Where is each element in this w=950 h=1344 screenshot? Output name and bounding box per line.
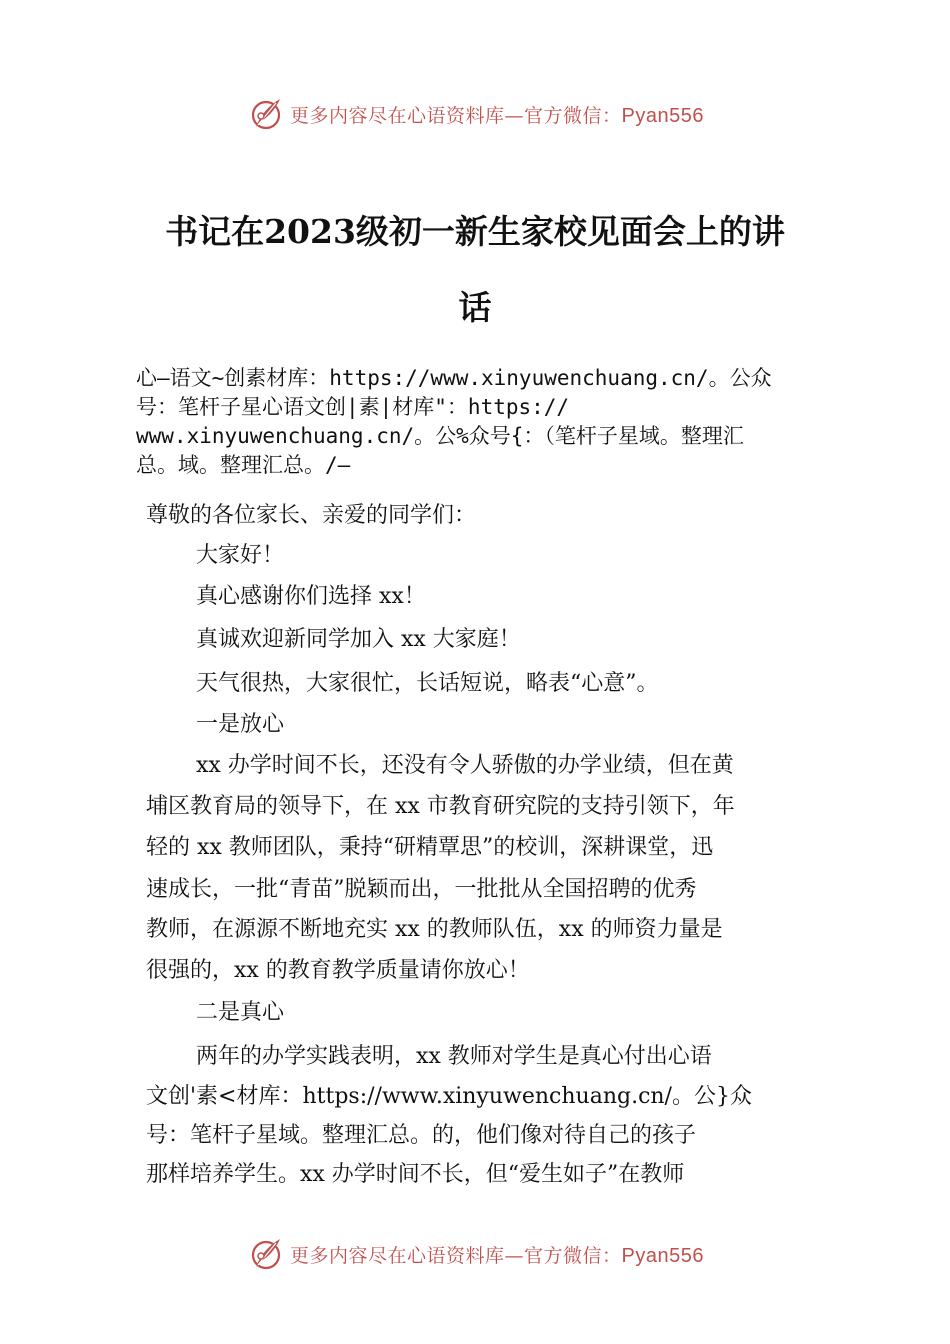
paragraph: 天气很热，大家很忙，长话短说，略表“心意”。: [196, 671, 659, 696]
source-notice: [136, 364, 836, 480]
notice-line: 号：笔杆子星心语文创|素|材库"：https://: [136, 395, 570, 419]
paragraph-line: 速成长，一批“青苗”脱颖而出，一批批从全国招聘的优秀: [146, 877, 697, 902]
document-title-line-1: 书记在2023级初一新生家校见面会上的讲: [165, 212, 785, 251]
wechat-id: Pyan556: [621, 1244, 704, 1267]
salutation: 尊敬的各位家长、亲爱的同学们：: [146, 503, 477, 528]
feather-logo-icon: [246, 1234, 286, 1274]
paragraph: 真诚欢迎新同学加入 xx 大家庭！: [196, 627, 521, 652]
paragraph: 真心感谢你们选择 xx！: [196, 584, 426, 609]
paragraph-line: 两年的办学实践表明，xx 教师对学生是真心付出心语: [196, 1044, 712, 1069]
document-title-line-2: 话: [458, 288, 492, 327]
header-banner: [0, 92, 950, 136]
feather-logo-icon: [246, 94, 286, 134]
wechat-id: Pyan556: [621, 104, 704, 127]
section-heading: 二是真心: [196, 1000, 285, 1025]
paragraph-line: 文创'素<材库：https://www.xinyuwenchuang.cn/。公}众: [146, 1084, 752, 1109]
notice-line: 总。域。整理汇总。/—: [136, 453, 351, 477]
notice-line: www.xinyuwenchuang.cn/。公%众号{：（笔杆子星域。整理汇: [136, 424, 744, 448]
banner-text: 更多内容尽在心语资料库—官方微信：Pyan556: [290, 104, 704, 127]
notice-line: 心—语文~创素材库：https://www.xinyuwenchuang.cn/。公众: [136, 366, 772, 390]
paragraph-line: 很强的，xx 的教育教学质量请你放心！: [146, 958, 530, 983]
paragraph-line: 轻的 xx 教师团队，秉持“研精覃思”的校训，深耕课堂，迅: [146, 835, 714, 860]
footer-banner: [0, 1232, 950, 1276]
section-heading: 一是放心: [196, 712, 285, 737]
paragraph-line: 那样培养学生。xx 办学时间不长，但“爱生如子”在教师: [146, 1162, 685, 1187]
paragraph-line: xx 办学时间不长，还没有令人骄傲的办学业绩，但在黄: [196, 753, 734, 778]
paragraph-line: 埔区教育局的领导下，在 xx 市教育研究院的支持引领下，年: [146, 794, 735, 819]
paragraph-line: 号：笔杆子星域。整理汇总。的，他们像对待自己的孩子: [146, 1123, 697, 1148]
paragraph-line: 教师，在源源不断地充实 xx 的教师队伍，xx 的师资力量是: [146, 917, 723, 942]
greeting: 大家好！: [196, 543, 285, 568]
banner-text: 更多内容尽在心语资料库—官方微信：Pyan556: [290, 1244, 704, 1267]
